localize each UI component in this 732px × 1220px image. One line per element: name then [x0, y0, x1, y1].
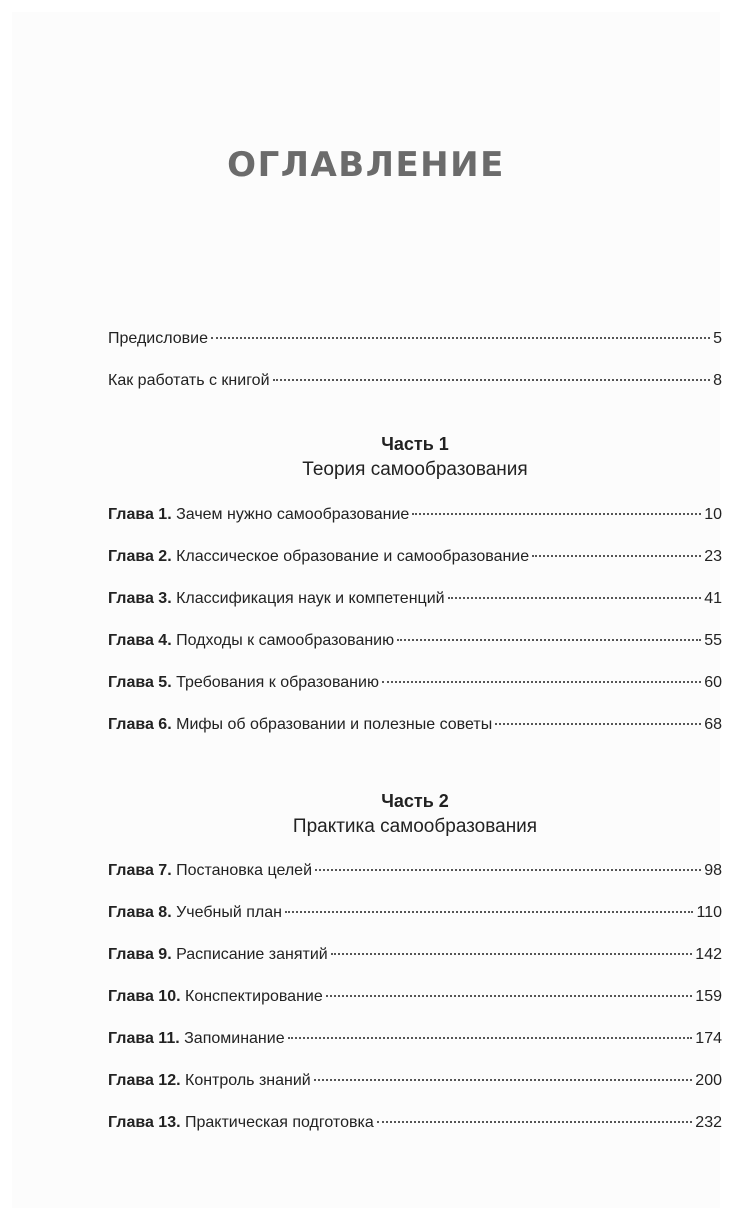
entry-page-number: 5: [713, 330, 722, 347]
chapter-title: Конспектирование: [185, 988, 323, 1005]
chapter-title: Требования к образованию: [176, 674, 379, 691]
chapter-prefix: Глава 10.: [108, 988, 181, 1005]
chapter-prefix: Глава 3.: [108, 590, 172, 607]
part-number: Часть 1: [381, 434, 449, 454]
entry-title: [108, 502, 409, 528]
page-title: ОГЛАВЛЕНИЕ: [227, 145, 505, 185]
entry-title: [108, 712, 492, 738]
chapter-prefix: Глава 6.: [108, 716, 172, 733]
entry-page-number: 110: [696, 904, 722, 921]
chapter-title: Учебный план: [176, 904, 282, 921]
toc-entry-chapter[interactable]: [108, 502, 722, 528]
dot-leader: [397, 639, 701, 641]
dot-leader: [326, 995, 693, 997]
toc-entry-chapter[interactable]: [108, 942, 722, 968]
toc-entry-chapter[interactable]: [108, 1068, 722, 1094]
dot-leader: [315, 869, 701, 871]
dot-leader: [448, 597, 702, 599]
chapter-title: Классификация наук и компетенций: [176, 590, 445, 607]
entry-title: [108, 942, 328, 968]
chapter-prefix: Глава 5.: [108, 674, 172, 691]
entry-page-number: 8: [713, 372, 722, 389]
entry-title: [108, 1110, 374, 1136]
part-number: Часть 2: [381, 791, 449, 811]
entry-page-number: 142: [695, 946, 722, 963]
dot-leader: [314, 1079, 693, 1081]
toc-entry-chapter[interactable]: [108, 900, 722, 926]
toc-entry-chapter[interactable]: [108, 586, 722, 612]
entry-page-number: 10: [704, 506, 722, 523]
chapter-title: Запоминание: [184, 1030, 285, 1047]
chapter-prefix: Глава 8.: [108, 904, 172, 921]
chapter-prefix: Глава 7.: [108, 862, 172, 879]
dot-leader: [532, 555, 701, 557]
entry-page-number: 60: [704, 674, 722, 691]
dot-leader: [331, 953, 693, 955]
entry-page-number: 23: [704, 548, 722, 565]
toc-entry-chapter[interactable]: [108, 670, 722, 696]
chapter-prefix: Глава 11.: [108, 1030, 180, 1047]
entry-title: Как работать с книгой: [108, 372, 270, 389]
chapter-title: Расписание занятий: [176, 946, 328, 963]
entry-title: [108, 984, 323, 1010]
toc-entry-chapter[interactable]: [108, 1026, 722, 1052]
part-heading: [108, 789, 722, 841]
chapter-title: Мифы об образовании и полезные советы: [176, 716, 493, 733]
chapter-prefix: Глава 13.: [108, 1114, 181, 1131]
chapter-title: Подходы к самообразованию: [176, 632, 395, 649]
entry-title: [108, 670, 379, 696]
entry-page-number: 159: [695, 988, 722, 1005]
part-heading: [108, 432, 722, 484]
dot-leader: [412, 513, 701, 515]
toc-entry-chapter[interactable]: [108, 984, 722, 1010]
chapter-title: Классическое образование и самообразование: [176, 548, 530, 565]
toc-entry-chapter[interactable]: [108, 712, 722, 738]
toc-entry-how-to-use[interactable]: [108, 368, 722, 394]
chapter-prefix: Глава 9.: [108, 946, 172, 963]
entry-title: [108, 544, 529, 570]
toc-entry-chapter[interactable]: [108, 858, 722, 884]
toc-entry-chapter[interactable]: [108, 628, 722, 654]
dot-leader: [211, 337, 710, 339]
entry-page-number: 200: [695, 1072, 722, 1089]
chapter-title: Контроль знаний: [185, 1072, 311, 1089]
entry-page-number: 98: [704, 862, 722, 879]
chapter-prefix: Глава 12.: [108, 1072, 181, 1089]
toc-entry-chapter[interactable]: [108, 544, 722, 570]
entry-page-number: 232: [695, 1114, 722, 1131]
part-name: Теория самообразования: [302, 459, 528, 480]
chapter-prefix: Глава 1.: [108, 506, 172, 523]
entry-title: [108, 586, 445, 612]
chapter-title: Зачем нужно самообразование: [176, 506, 410, 523]
dot-leader: [288, 1037, 693, 1039]
entry-title: [108, 858, 312, 884]
entry-page-number: 68: [704, 716, 722, 733]
dot-leader: [495, 723, 701, 725]
toc-entry-preface[interactable]: [108, 326, 722, 352]
dot-leader: [285, 911, 694, 913]
entry-title: [108, 900, 282, 926]
chapter-title: Постановка целей: [176, 862, 313, 879]
part-name: Практика самообразования: [292, 816, 538, 837]
entry-page-number: 55: [704, 632, 722, 649]
dot-leader: [377, 1121, 693, 1123]
entry-title: [108, 1026, 285, 1052]
chapter-title: Практическая подготовка: [185, 1114, 374, 1131]
chapter-prefix: Глава 4.: [108, 632, 172, 649]
toc-entry-chapter[interactable]: [108, 1110, 722, 1136]
chapter-prefix: Глава 2.: [108, 548, 172, 565]
entry-page-number: 174: [695, 1030, 722, 1047]
entry-title: Предисловие: [108, 330, 208, 347]
dot-leader: [273, 379, 711, 381]
entry-title: [108, 1068, 311, 1094]
dot-leader: [382, 681, 701, 683]
book-page: [12, 12, 720, 1208]
entry-page-number: 41: [704, 590, 722, 607]
entry-title: [108, 628, 394, 654]
